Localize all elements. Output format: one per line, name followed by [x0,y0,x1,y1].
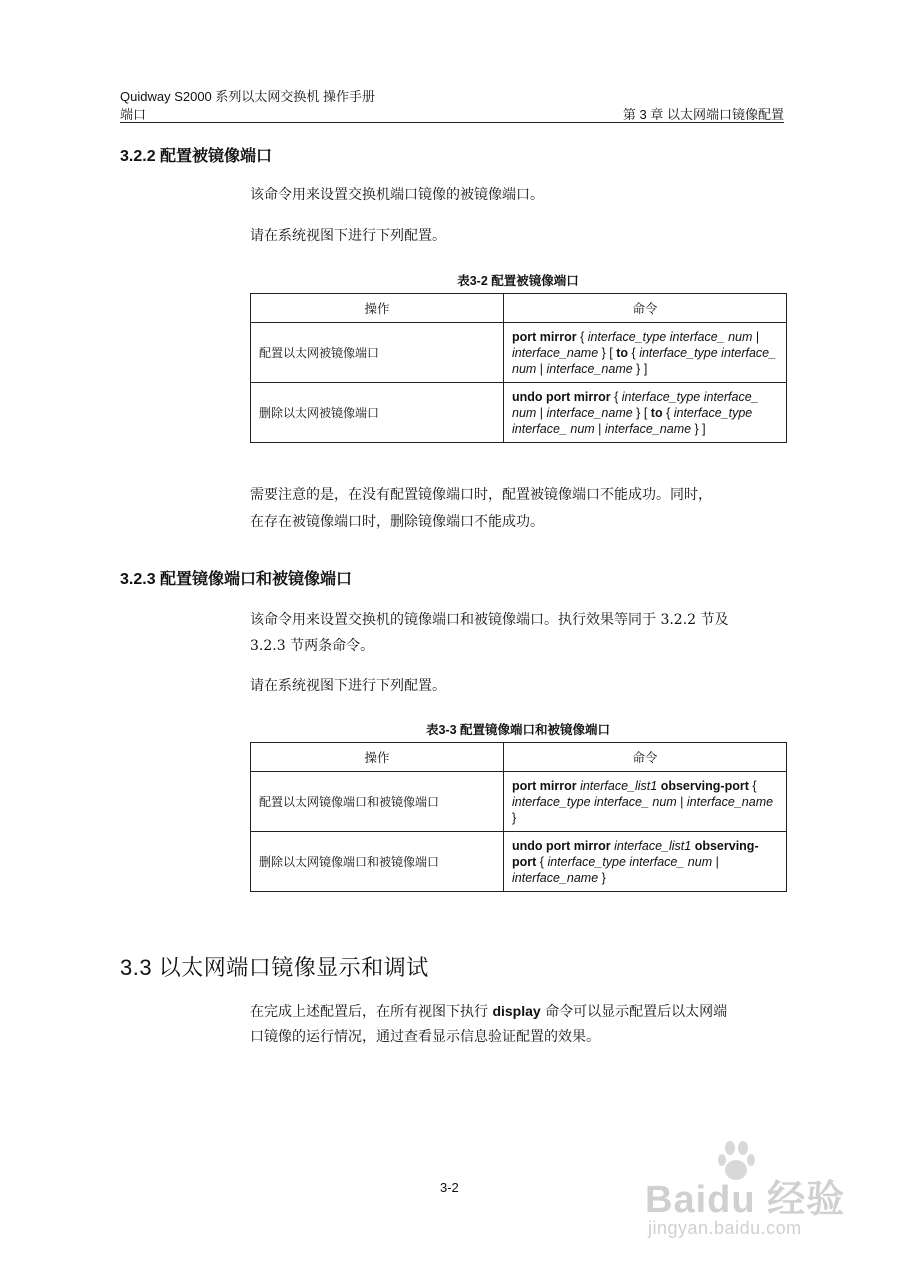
table-caption: 表3-3 配置镜像端口和被镜像端口 [425,723,611,737]
paragraph-text: 命令可以显示配置后以太网端 [540,1004,728,1020]
command-parameter: interface_name [686,794,774,809]
command-symbol: | [676,794,687,809]
column-header-operation: 操作 [251,743,504,772]
command-parameter: interface_name [604,421,692,436]
command-symbol: } [ [598,345,617,360]
note-line: 在存在被镜像端口时，删除镜像端口不能成功。 [250,514,544,530]
paragraph-line: 该命令用来设置交换机的镜像端口和被镜像端口。执行效果等同于 3.2.2 节及 [250,612,729,628]
command-symbol: | [712,854,719,869]
command-parameter: interface_type interface_ num [512,794,677,809]
command-parameter: interface_type interface_ num [547,854,713,869]
command-symbol: { [576,329,588,344]
operation-cell: 配置以太网被镜像端口 [251,323,504,383]
command-symbol: | [752,329,760,344]
section-heading-3-3: 3.3 以太网端口镜像显示和调试 [120,955,429,980]
paragraph-text: 在完成上述配置后，在所有视图下执行 [250,1004,493,1020]
command-parameter: interface_type interface_ num [512,389,759,420]
command-symbol: } [598,870,606,885]
command-parameter: interface_name [512,345,599,360]
header-rule [120,122,784,123]
command-symbol: { [610,389,622,404]
paragraph: 请在系统视图下进行下列配置。 [250,228,446,244]
table-row [251,323,787,383]
command-symbol: | [536,405,547,420]
column-header-operation: 操作 [251,294,504,323]
section-heading-3-2-2: 3.2.2 配置被镜像端口 [120,148,273,165]
command-keyword: to [650,405,663,420]
operation-cell: 删除以太网镜像端口和被镜像端口 [251,832,504,892]
table-row [251,772,787,832]
command-keyword: observing-port [660,778,749,793]
command-parameter: interface_name [512,870,599,885]
paragraph-line [250,999,727,1024]
command-parameter: interface_type interface_ num [587,329,753,344]
table-header-row [251,294,787,323]
command-cell [504,772,787,832]
command-cell [504,832,787,892]
command-symbol: } [512,810,517,825]
operation-cell: 删除以太网被镜像端口 [251,383,504,443]
command-symbol: { [662,405,674,420]
command-cell [504,323,787,383]
command-parameter: interface_list1 [580,778,658,793]
command-table-3-3 [250,742,787,892]
header-section-left: 端口 [120,107,147,122]
column-header-command: 命令 [504,294,787,323]
command-cell [504,383,787,443]
command-table-3-2 [250,293,787,443]
column-header-command: 命令 [504,743,787,772]
operation-cell: 配置以太网镜像端口和被镜像端口 [251,772,504,832]
command-symbol: } [ [632,405,651,420]
header-section-right: 第 3 章 以太网端口镜像配置 [622,107,784,122]
command-keyword: undo port mirror [512,838,611,853]
table-header-row [251,743,787,772]
command-symbol: | [536,361,547,376]
command-symbol: } ] [632,361,648,376]
command-keyword: undo port mirror [512,389,611,404]
command-symbol: } ] [691,421,706,436]
command-symbol: { [748,778,757,793]
command-keyword: observing-port [512,838,759,869]
page-number: 3-2 [440,1180,459,1195]
watermark-brand: Baidu 经验 [645,1179,846,1221]
command-symbol: { [628,345,640,360]
command-keyword: port mirror [512,329,577,344]
watermark-url: jingyan.baidu.com [648,1218,802,1238]
command-symbol: | [594,421,605,436]
paragraph-line: 3.2.3 节两条命令。 [250,638,375,654]
paragraph: 该命令用来设置交换机端口镜像的被镜像端口。 [250,187,544,203]
command-parameter: interface_name [546,361,633,376]
paragraph-line: 口镜像的运行情况，通过查看显示信息验证配置的效果。 [250,1029,600,1045]
paragraph: 请在系统视图下进行下列配置。 [250,678,446,694]
section-heading-3-2-3: 3.2.3 配置镜像端口和被镜像端口 [120,571,353,588]
table-row [251,383,787,443]
command-parameter: interface_name [546,405,633,420]
command-symbol: { [536,854,548,869]
command-parameter: interface_list1 [614,838,692,853]
command-parameter: interface_type interface_ num [512,345,777,376]
note-line: 需要注意的是，在没有配置镜像端口时，配置被镜像端口不能成功。同时， [250,487,712,503]
table-caption: 表3-2 配置被镜像端口 [457,274,579,288]
command-keyword: to [616,345,629,360]
table-row [251,832,787,892]
header-title: Quidway S2000 系列以太网交换机 操作手册 [120,89,376,104]
display-command: display [492,1003,541,1019]
command-parameter: interface_type interface_ num [512,405,753,436]
command-keyword: port mirror [512,778,577,793]
